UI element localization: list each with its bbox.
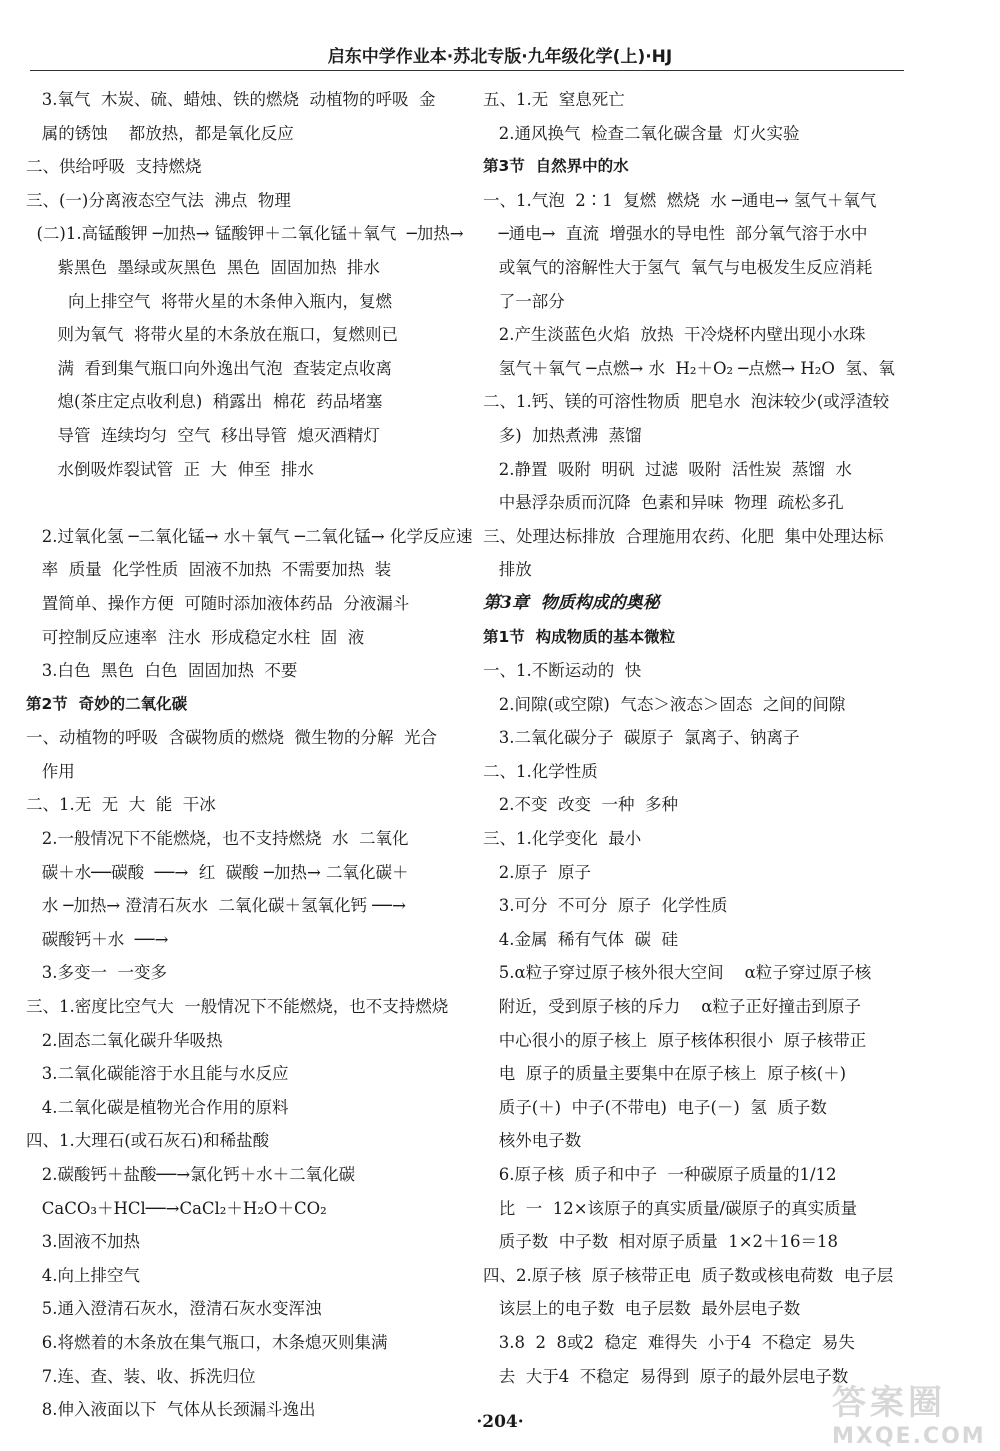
right-column [483, 83, 913, 1393]
section-heading: 第1节 构成物质的基本微粒 [483, 627, 676, 646]
answer-line: 2.间隙(或空隙) 气态＞液态＞固态 之间的间隙 [483, 694, 846, 714]
watermark-logo [832, 1375, 992, 1449]
answer-line: 了一部分 [483, 291, 565, 311]
section-heading: 第2节 奇妙的二氧化碳 [26, 694, 188, 713]
answer-line: 3.8 2 8或2 稳定 难得失 小于4 不稳定 易失 [483, 1332, 855, 1352]
answer-line: 核外电子数 [483, 1131, 582, 1151]
answer-line: 或氧气的溶解性大于氢气 氧气与电极发生反应消耗 [483, 257, 873, 277]
page-header: 启东中学作业本·苏北专版·九年级化学(上)·HJ [327, 47, 673, 67]
answer-line: 中心很小的原子核上 原子核体积很小 原子核带正 [483, 1030, 867, 1050]
answer-line: 5.通入澄清石灰水，澄清石灰水变浑浊 [26, 1299, 322, 1319]
answer-line: 3.氧气 木炭、硫、蜡烛、铁的燃烧 动植物的呼吸 金 [26, 90, 436, 109]
section-heading: 第3节 自然界中的水 [483, 157, 629, 176]
answer-line: ─通电→ 直流 增强水的导电性 部分氧气溶于水中 [483, 224, 868, 244]
answer-line: CaCO₃＋HCl──→CaCl₂＋H₂O＋CO₂ [26, 1198, 327, 1218]
answer-line: 水倒吸炸裂试管 正 大 伸至 排水 [26, 459, 314, 479]
answer-line: 水 ─加热→ 澄清石灰水 二氧化碳＋氢氧化钙 ──→ [26, 896, 406, 916]
watermark-url: MXQE.COM [832, 1424, 986, 1449]
answer-line: 2.通风换气 检查二氧化碳含量 灯火实验 [483, 123, 800, 143]
chapter-heading: 第3章 物质构成的奥秘 [483, 592, 660, 613]
left-column [26, 83, 473, 1427]
answer-line: 2.碳酸钙＋盐酸──→氯化钙＋水＋二氧化碳 [26, 1165, 356, 1184]
answer-line: 2.固态二氧化碳升华吸热 [26, 1030, 223, 1050]
answer-line: 二、供给呼吸 支持燃烧 [26, 157, 202, 177]
answer-line: 3.二氧化碳分子 碳原子 氯离子、钠离子 [483, 728, 800, 748]
answer-line: 2.一般情况下不能燃烧，也不支持燃烧 水 二氧化 [26, 829, 409, 849]
answer-line: 紫黑色 墨绿或灰黑色 黑色 固固加热 排水 [26, 257, 380, 277]
answer-line: 3.二氧化碳能溶于水且能与水反应 [26, 1064, 289, 1084]
answer-line: 置简单、操作方便 可随时添加液体药品 分液漏斗 [26, 593, 410, 613]
answer-line: 4.金属 稀有气体 碳 硅 [483, 929, 678, 949]
answer-line: 4.向上排空气 [26, 1265, 140, 1285]
answer-line: 二、1.化学性质 [483, 761, 598, 781]
answer-line: 2.产生淡蓝色火焰 放热 干冷烧杯内壁出现小水珠 [483, 325, 866, 345]
answer-line [26, 486, 466, 520]
answer-line: 多) 加热煮沸 蒸馏 [483, 425, 642, 445]
answer-line: 附近，受到原子核的斥力 α粒子正好撞击到原子 [483, 997, 861, 1017]
header-rule [30, 70, 904, 71]
page-number: ·204· [476, 1412, 524, 1432]
answer-line: 五、1.无 窒息死亡 [483, 90, 625, 109]
answer-line: 2.原子 原子 [483, 862, 591, 882]
answer-line: 电 原子的质量主要集中在原子核上 原子核(＋) [483, 1064, 847, 1084]
answer-line: 一、动植物的呼吸 含碳物质的燃烧 微生物的分解 光合 [26, 728, 437, 748]
answer-line: 3.多变一 一变多 [26, 963, 167, 983]
answer-line: 三、处理达标排放 合理施用农药、化肥 集中处理达标 [483, 526, 884, 546]
answer-line: (二)1.高锰酸钾 ─加热→ 锰酸钾＋二氧化锰＋氧气 ─加热→ [26, 224, 464, 244]
answer-line: 三、(一)分离液态空气法 沸点 物理 [26, 190, 291, 210]
answer-line: 一、1.不断运动的 快 [483, 661, 642, 681]
watermark-text: 答案圈 [832, 1383, 946, 1423]
answer-line: 质子数 中子数 相对原子质量 1×2＋16＝18 [483, 1232, 839, 1252]
answer-line: 满 看到集气瓶口向外逸出气泡 查装定点收离 [26, 358, 392, 378]
answer-line: 率 质量 化学性质 固液不加热 不需要加热 装 [26, 560, 392, 580]
answer-line: 质子(＋) 中子(不带电) 电子(－) 氢 质子数 [483, 1097, 827, 1117]
answer-line: 8.伸入液面以下 气体从长颈漏斗逸出 [26, 1400, 316, 1420]
answer-line: 一、1.气泡 2∶1 复燃 燃烧 水 ─通电→ 氢气＋氧气 [483, 190, 877, 210]
answer-line: 6.将燃着的木条放在集气瓶口，木条熄灭则集满 [26, 1332, 388, 1352]
answer-line: 5.α粒子穿过原子核外很大空间 α粒子穿过原子核 [483, 963, 872, 983]
answer-line: 3.白色 黑色 白色 固固加热 不要 [26, 661, 298, 681]
answer-line: 碳酸钙＋水 ──→ [26, 929, 169, 949]
answer-line: 三、1.化学变化 最小 [483, 829, 642, 849]
answer-line: 可控制反应速率 注水 形成稳定水柱 固 液 [26, 627, 365, 647]
answer-line: 向上排空气 将带火星的木条伸入瓶内，复燃 [26, 291, 392, 311]
answer-line: 7.连、查、装、收、拆洗归位 [26, 1366, 256, 1386]
answer-line: 6.原子核 质子和中子 一种碳原子质量的1/12 [483, 1165, 837, 1184]
answer-line: 四、1.大理石(或石灰石)和稀盐酸 [26, 1131, 270, 1151]
answer-line: 3.固液不加热 [26, 1232, 140, 1252]
answer-line: 去 大于4 不稳定 易得到 原子的最外层电子数 [483, 1366, 849, 1386]
answer-line: 中悬浮杂质而沉降 色素和异味 物理 疏松多孔 [483, 493, 844, 513]
answer-line: 熄(茶庄定点收利息) 稍露出 棉花 药品堵塞 [26, 392, 383, 412]
answer-line: 属的锈蚀 都放热，都是氧化反应 [26, 123, 294, 143]
answer-line: 则为氧气 将带火星的木条放在瓶口，复燃则已 [26, 325, 398, 345]
answer-line: 4.二氧化碳是植物光合作用的原料 [26, 1097, 289, 1117]
answer-line: 3.可分 不可分 原子 化学性质 [483, 896, 728, 916]
answer-line: 四、2.原子核 原子核带正电 质子数或核电荷数 电子层 [483, 1265, 894, 1285]
answer-line: 二、1.无 无 大 能 干冰 [26, 795, 216, 815]
answer-line: 2.不变 改变 一种 多种 [483, 795, 678, 815]
answer-line: 2.过氧化氢 ─二氧化锰→ 水＋氧气 ─二氧化锰→ 化学反应速 [26, 526, 473, 546]
answer-line: 排放 [483, 560, 532, 580]
answer-line: 二、1.钙、镁的可溶性物质 肥皂水 泡沫较少(或浮渣较 [483, 392, 890, 412]
answer-line: 该层上的电子数 电子层数 最外层电子数 [483, 1299, 801, 1319]
answer-line: 作用 [26, 761, 75, 781]
answer-line: 比 一 12×该原子的真实质量/碳原子的真实质量 [483, 1198, 858, 1218]
answer-line: 碳＋水──碳酸 ──→ 红 碳酸 ─加热→ 二氧化碳＋ [26, 862, 409, 882]
answer-line: 氢气＋氧气 ─点燃→ 水 H₂＋O₂ ─点燃→ H₂O 氢、氧 [483, 358, 895, 378]
answer-line: 导管 连续均匀 空气 移出导管 熄灭酒精灯 [26, 425, 380, 445]
answer-line: 2.静置 吸附 明矾 过滤 吸附 活性炭 蒸馏 水 [483, 459, 852, 479]
answer-line: 三、1.密度比空气大 一般情况下不能燃烧，也不支持燃烧 [26, 997, 449, 1017]
